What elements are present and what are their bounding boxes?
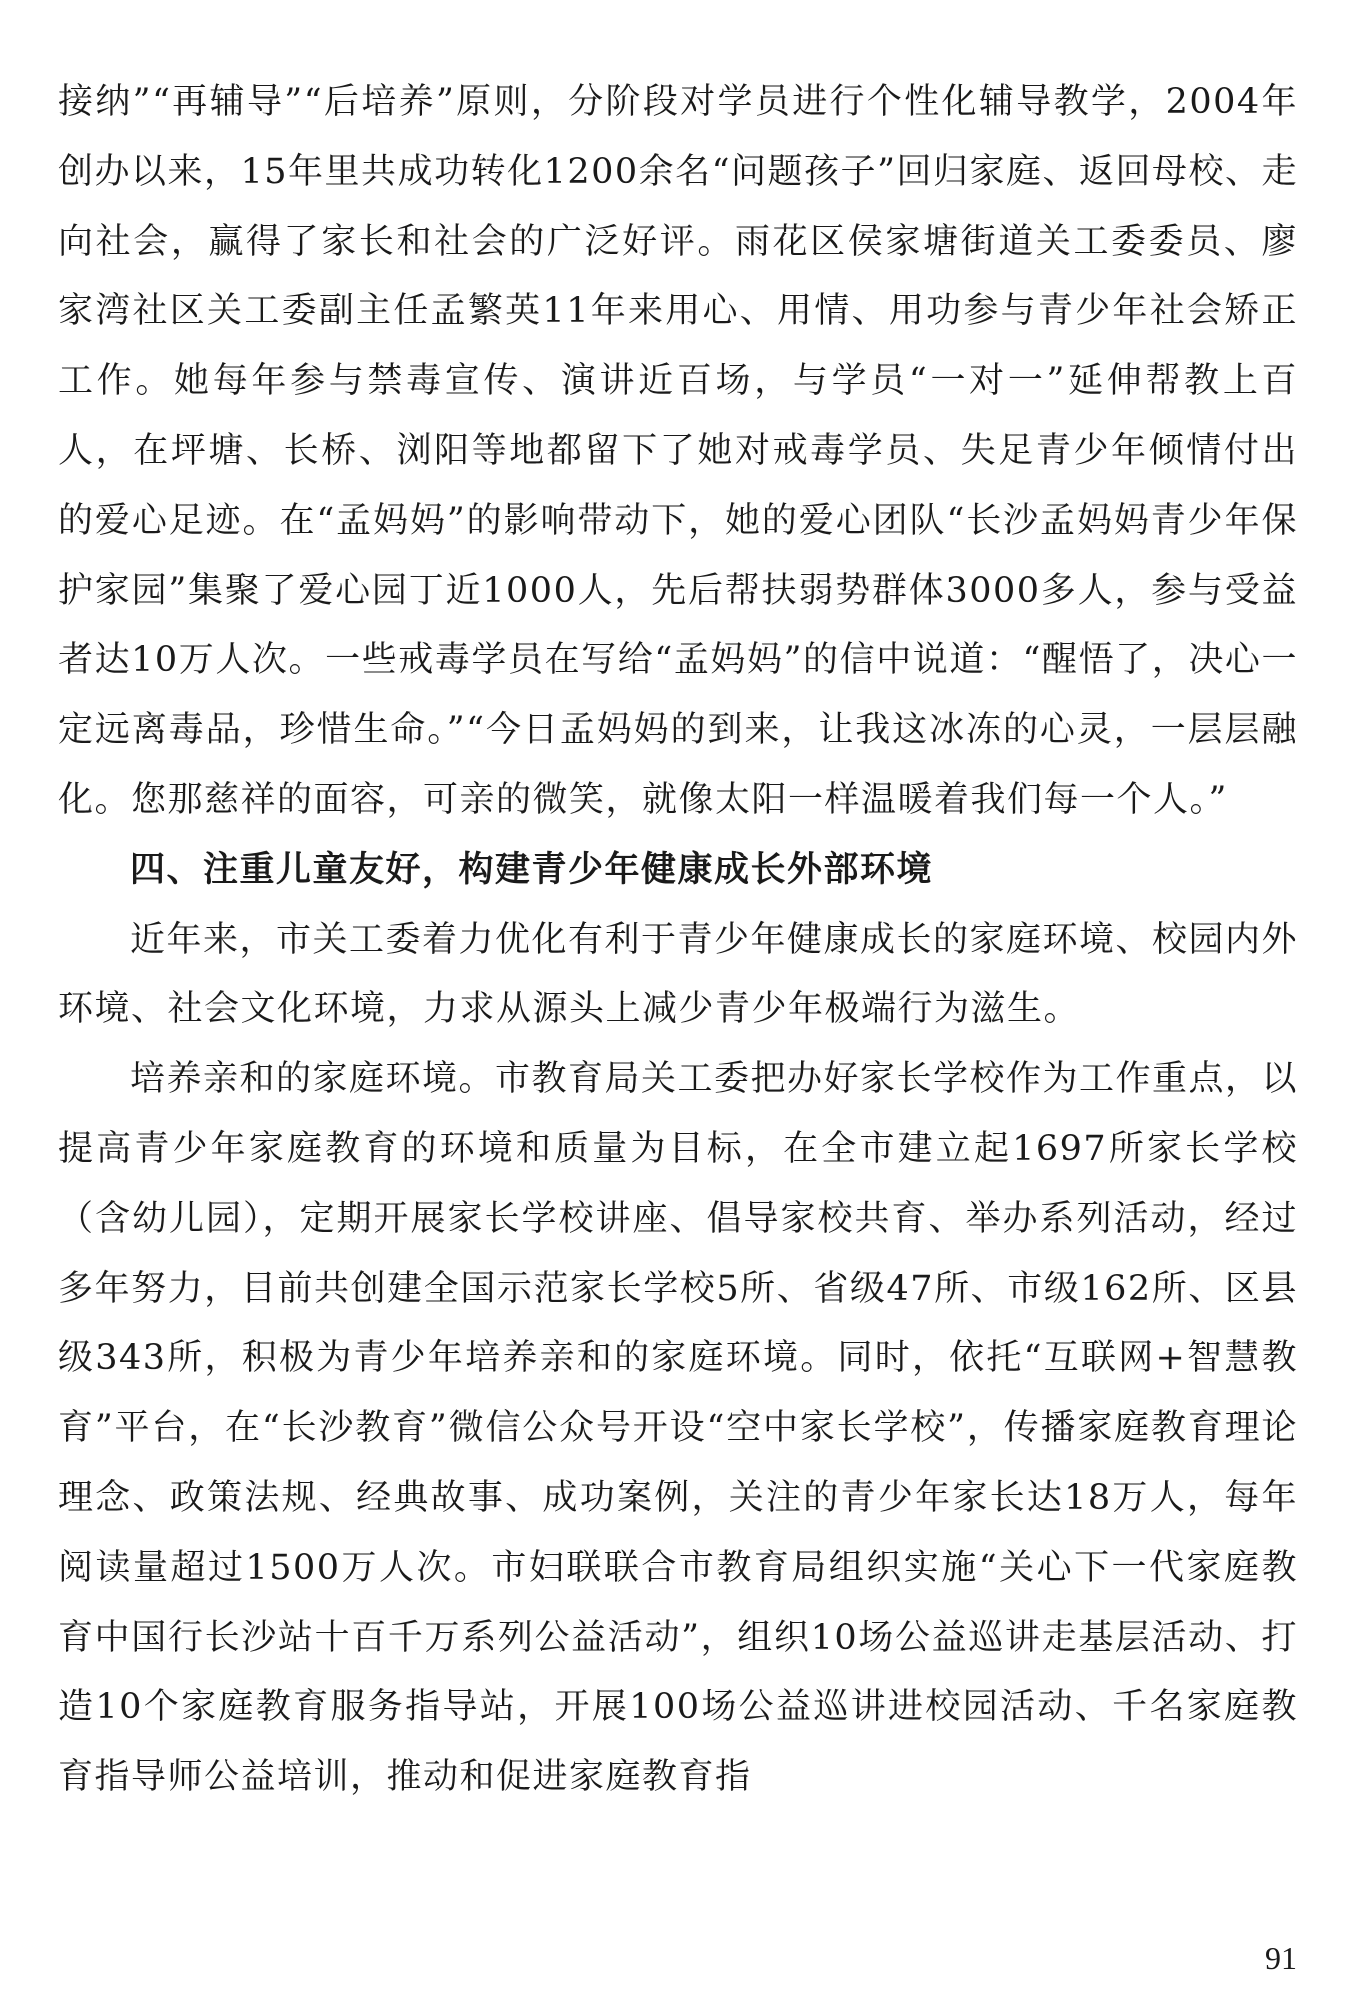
- page-number: 91: [1265, 1940, 1297, 1976]
- section-heading: 四、注重儿童友好，构建青少年健康成长外部环境: [130, 849, 934, 890]
- body-paragraph-continued: 接纳”“再辅导”“后培养”原则，分阶段对学员进行个性化辅导教学，2004年创办以来，15年里共成功转化1200余名“问题孩子”回归家庭、返回母校、走向社会，赢得了家长和社会的广泛好评。雨花区侯家塘街道关工委委员、廖家湾社区关工委副主任孟繁英11年来用心、用情、用功参与青少年社会矫正工作。她每年参与禁毒宣传、演讲近百场，与学员“一对一”延伸帮教上百人，在坪塘、长桥、浏阳等地都留下了她对戒毒学员、失足青少年倾情付出的爱心足迹。在“孟妈妈”的影响带动下，她的爱心团队“长沙孟妈妈青少年保护家园”集聚了爱心园丁近1000人，先后帮扶弱势群体3000多人，参与受益者达10万人次。一些戒毒学员在写给“孟妈妈”的信中说道：“醒悟了，决心一定远离毒品，珍惜生命。”“今日孟妈妈的到来，让我这冰冻的心灵，一层层融化。您那慈祥的面容，可亲的微笑，就像太阳一样温暖着我们每一个人。”: [58, 82, 1298, 820]
- document-page: [58, 68, 1298, 1813]
- body-paragraph-family-environment: 培养亲和的家庭环境。市教育局关工委把办好家长学校作为工作重点，以提高青少年家庭教育的环境和质量为目标，在全市建立起1697所家长学校（含幼儿园），定期开展家长学校讲座、倡导家校共育、举办系列活动，经过多年努力，目前共创建全国示范家长学校5所、省级47所、市级162所、区县级343所，积极为青少年培养亲和的家庭环境。同时，依托“互联网+智慧教育”平台，在“长沙教育”微信公众号开设“空中家长学校”，传播家庭教育理论理念、政策法规、经典故事、成功案例，关注的青少年家长达18万人，每年阅读量超过1500万人次。市妇联联合市教育局组织实施“关心下一代家庭教育中国行长沙站十百千万系列公益活动”，组织10场公益巡讲走基层活动、打造10个家庭教育服务指导站，开展100场公益巡讲进校园活动、千名家庭教育指导师公益培训，推动和促进家庭教育指: [58, 1059, 1299, 1798]
- body-paragraph-intro: 近年来，市关工委着力优化有利于青少年健康成长的家庭环境、校园内外环境、社会文化环境，力求从源头上减少青少年极端行为滋生。: [58, 919, 1299, 1030]
